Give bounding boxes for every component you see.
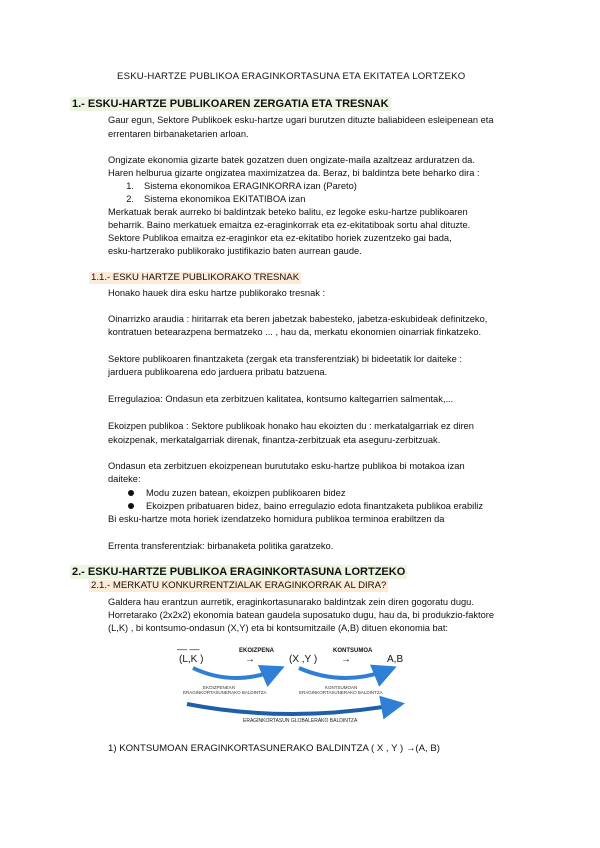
paragraph-line: esku-hartzerako publikorako justifikazio baten aurrean gaude. bbox=[108, 246, 362, 256]
arrow-consumption bbox=[299, 668, 393, 678]
section-2-heading: 2.- ESKU-HARTZE PUBLIKOA ERAGINKORTASUNA LORTZEKO bbox=[72, 566, 406, 578]
paragraph-line: jarduera publikoarena edo jarduera pribatu batzuena. bbox=[108, 367, 328, 377]
bullet-text: Modu zuzen batean, ekoizpen publikoaren bidez bbox=[146, 488, 346, 498]
caption-right-2: ERAGINKORTASUNERAKO BALDINTZA bbox=[299, 690, 383, 695]
condition-line: 1) KONTSUMOAN ERAGINKORTASUNERAKO BALDINTZA ( X , Y ) →(A, B) bbox=[108, 743, 440, 754]
paragraph-line: errentaren birbanaketarien arloan. bbox=[108, 129, 249, 139]
paragraph-line: ekoizpenak, merkatalgarriak direnak, finantza-zerbitzuak eta aseguru-zerbitzuak. bbox=[108, 435, 441, 445]
paragraph-line: Merkatuak berak aurreko bi baldintzak beteko balitu, ez legoke esku-hartze publikoaren bbox=[108, 207, 468, 217]
caption-right-1: KONTSUMOAN bbox=[325, 685, 358, 690]
paragraph-line: Erregulazioa: Ondasun eta zerbitzuen kalitatea, kontsumo kaltegarrien salmentak,... bbox=[108, 394, 454, 404]
paragraph-line: Sektore Publikoa emaitza ez-eraginkor eta ez-ekitatibo horiek zuzentzeko gai bada, bbox=[108, 233, 452, 243]
bullet-icon bbox=[128, 503, 134, 509]
paragraph-line: daiteke: bbox=[108, 474, 141, 484]
label-ekoizpena: EKOIZPENA bbox=[239, 648, 275, 654]
subsection-2-1-heading: 2.1.- MERKATU KONKURRENTZIALAK ERAGINKORRAK AL DIRA? bbox=[91, 580, 387, 591]
list-text: Sistema ekonomikoa ERAGINKORRA izan (Pareto) bbox=[144, 181, 357, 191]
paragraph-line: Haren helburua gizarte ongizatea maximizatzea da. Beraz, bi baldintza bete beharko dira : bbox=[108, 168, 480, 178]
arrow-global bbox=[187, 704, 401, 714]
paragraph-line: Ongizate ekonomia gizarte batek gozatzen duen ongizate-maila azaltzeaz arduratzen da. bbox=[108, 155, 475, 165]
paragraph-line: Ondasun eta zerbitzuen ekoizpenean burututako esku-hartze publikoa bi motakoa izan bbox=[108, 461, 465, 471]
paragraph-line: beharrik. Baino merkatuek emaitza ez-eraginkorrak eta ez-ekitatiboak sortu ahal dituzte. bbox=[108, 220, 471, 230]
caption-left-1: EKOIZPENEAN bbox=[203, 685, 236, 690]
paragraph-line: Errenta transferentziak: birbanaketa politika garatzeko. bbox=[108, 541, 334, 551]
paragraph-line: Gaur egun, Sektore Publikoek esku-hartze ugari burutzen dituzte baliabideen esleipenean eta bbox=[108, 115, 494, 125]
node-goods: (X ,Y ) bbox=[289, 654, 318, 665]
node-consumers: A,B bbox=[387, 654, 404, 665]
paragraph-line: Sektore publikoaren finantzaketa (zergak eta transferentziak) bi bideetatik lor daiteke : bbox=[108, 354, 462, 364]
paragraph-line: Honako hauek dira esku hartze publikorako tresnak : bbox=[108, 288, 326, 298]
paragraph-line: Bi esku-hartze mota horiek izendatzeko hornidura publikoa terminoa erabiltzen da bbox=[108, 514, 445, 524]
paragraph-line: Horretarako (2x2x2) ekonomia batean gaudela suposatuko dugu, hau da, bi produkzio-faktore bbox=[108, 610, 495, 620]
paragraph-line: Ekoizpen publikoa : Sektore publikoak honako hau ekoizten du : merkatalgarriak ez diren bbox=[108, 421, 474, 431]
list-number: 1. bbox=[126, 181, 134, 191]
caption-global: ERAGINKORTASUN GLOBALERAKO BALDINTZA bbox=[243, 718, 358, 724]
document-title: ESKU-HARTZE PUBLIKOA ERAGINKORTASUNA ETA EKITATEA LORTZEKO bbox=[117, 71, 466, 82]
bar-marks: __ __ bbox=[177, 640, 200, 650]
paragraph-line: Galdera hau erantzun aurretik, eraginkortasunarako baldintzak zein diren gogoratu dugu. bbox=[108, 597, 474, 607]
list-number: 2. bbox=[126, 194, 134, 204]
node-factors: (L,K ) bbox=[179, 654, 204, 665]
paragraph-line: Oinarrizko araudia : hiritarrak eta beren jabetzak babesteko, jabetza-eskubideak definitzeko, bbox=[108, 314, 488, 324]
caption-left-2: ERAGINKORTASUNERAKO BALDINTZA bbox=[183, 690, 267, 695]
paragraph-line: (L,K) , bi kontsumo-ondasun (X,Y) eta bi kontsumitzaile (A,B) dituen ekonomia bat: bbox=[108, 623, 449, 633]
section-1-heading: 1.- ESKU-HARTZE PUBLIKOAREN ZERGATIA ETA TRESNAK bbox=[72, 98, 389, 110]
bullet-text: Ekoizpen pribatuaren bidez, baino erregulazio edota finantzaketa publikoa erabiliz bbox=[146, 501, 483, 511]
list-text: Sistema ekonomikoa EKITATIBOA izan bbox=[144, 194, 306, 204]
arrow-production bbox=[193, 668, 281, 678]
efficiency-diagram bbox=[165, 640, 435, 730]
arrow-ekoizpena: → bbox=[245, 654, 255, 665]
subsection-1-1-heading: 1.1.- ESKU HARTZE PUBLIKORAKO TRESNAK bbox=[91, 272, 300, 283]
bullet-icon bbox=[128, 490, 134, 496]
paragraph-line: kontratuen betearazpena bermatzeko ... , hau da, merkatu ekonomien oinarriak finkatzeko. bbox=[108, 327, 482, 337]
label-kontsumoa: KONTSUMOA bbox=[333, 648, 373, 654]
arrow-kontsumoa: → bbox=[341, 654, 351, 665]
